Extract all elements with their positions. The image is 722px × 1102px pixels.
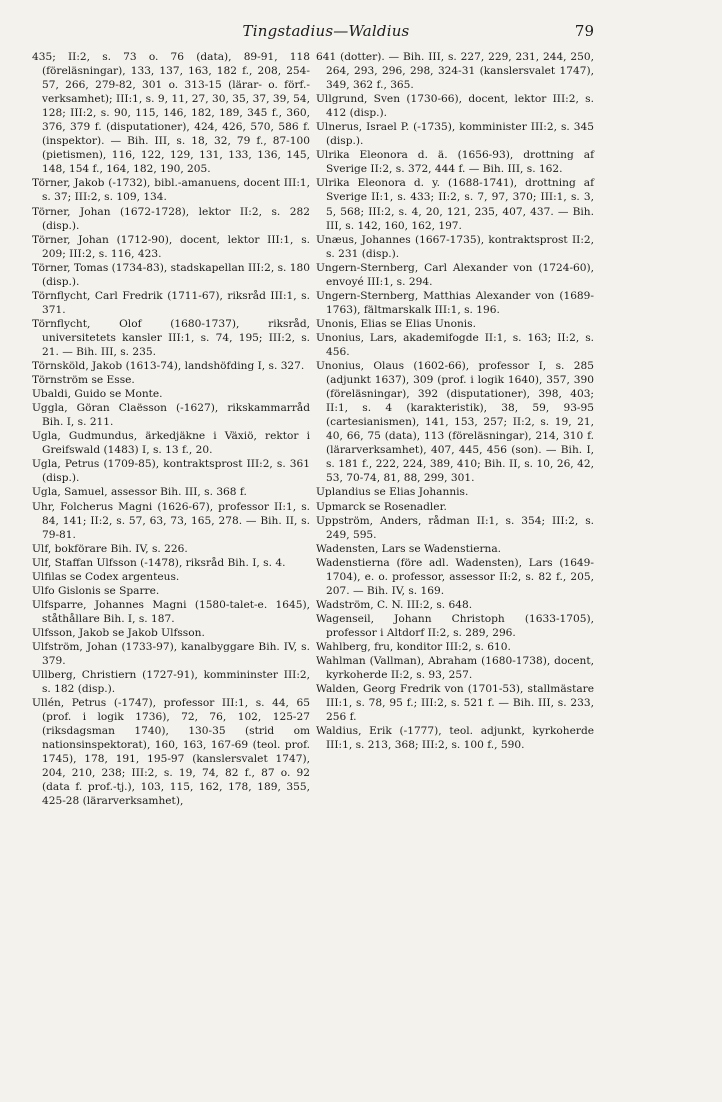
index-entry: Waldius, Erik (-1777), teol. adjunkt, kyrkoherde III:1, s. 213, 368; III:2, s. 100 f., 590. [316,725,594,752]
index-entry: Törnflycht, Carl Fredrik (1711-67), riksråd III:1, s. 371. [32,289,310,316]
index-entry: Törner, Tomas (1734-83), stadskapellan III:2, s. 180 (disp.). [32,261,310,288]
index-entry: Uppström, Anders, rådman II:1, s. 354; III:2, s. 249, 595. [316,514,594,541]
page-header [58,22,594,44]
index-entry: Ulfsparre, Johannes Magni (1580-talet-e. 1645), ståthållare Bih. I, s. 187. [32,598,310,625]
index-entry: Ungern-Sternberg, Matthias Alexander von (1689-1763), fältmarskalk III:1, s. 196. [316,289,594,316]
index-entry: Ulf, bokförare Bih. IV, s. 226. [32,542,188,555]
index-entry: Wadenstierna (före adl. Wadensten), Lars (1649-1704), e. o. professor, assessor II:2, s. 82 f., 205, 207. — Bih. IV, s. 169. [316,556,594,597]
index-entry: Unonius, Olaus (1602-66), professor I, s. 285 (adjunkt 1637), 309 (prof. i logik 1640), 357, 390 (föreläsningar), 392 (disputationer), 398, 403; II:1, s. 4 (karakteristik), 38, 59, 93-95 (cartesianismen), 141, 153, 257; II:2, s. 19, 21, 40, 66, 75 (data), 113 (föreläsningar), 214, 310 f. (lärarverksamhet), 407, 445, 456 (son). — Bih. I, s. 181 f., 222, 224, 389, 410; Bih. II, s. 10, 26, 42, 53, 70-74, 81, 88, 299, 301. [316,360,594,485]
index-entry: Ulf, Staffan Ulfsson (-1478), riksråd Bih. I, s. 4. [32,556,286,569]
index-entry: Ulrika Eleonora d. y. (1688-1741), drottning af Sverige II:1, s. 433; II:2, s. 7, 97, 370; III:1, s. 3, 5, 568; III:2, s. 4, 20, 121, 235, 407, 437. — Bih. III, s. 142, 160, 162, 197. [316,177,594,232]
index-entry: 641 (dotter). — Bih. III, s. 227, 229, 231, 244, 250, 264, 293, 296, 298, 324-31 (kanslersvalet 1747), 349, 362 f., 365. [316,51,594,92]
index-entry: Uggla, Göran Claësson (-1627), rikskammarråd Bih. I, s. 211. [32,402,310,429]
page-number: 79 [574,22,594,40]
index-entry: 435; II:2, s. 73 o. 76 (data), 89-91, 118 (föreläsningar), 133, 137, 163, 182 f., 208, 254-57, 266, 279-82, 301 o. 313-15 (lärar- o. förf.-verksamhet); III:1, s. 9, 11, 27, 30, 35, 37, 39, 54, 128; III:2, s. 90, 115, 146, 182, 189, 345 f., 360, 376, 379 f. (disputationer), 424, 426, 570, 586 f. (inspektor). — Bih. III, s. 18, 32, 79 f., 87-100 (pietismen), 116, 122, 129, 131, 133, 136, 145, 148, 154 f., 164, 182, 190, 205. [32,51,310,176]
index-entry: Törnflycht, Olof (1680-1737), riksråd, universitetets kansler III:1, s. 74, 195; III:2, s. 21. — Bih. III, s. 235. [32,317,310,358]
index-entry: Ungern-Sternberg, Carl Alexander von (1724-60), envoyé III:1, s. 294. [316,261,594,288]
index-entry: Ulfström, Johan (1733-97), kanalbyggare Bih. IV, s. 379. [32,640,310,668]
index-entry: Upmarck se Rosenadler. [316,500,447,513]
index-entry: Törner, Jakob (-1732), bibl.-amanuens, docent III:1, s. 37; III:2, s. 109, 134. [32,177,310,204]
index-entry: Ullgrund, Sven (1730-66), docent, lektor III:2, s. 412 (disp.). [316,93,594,120]
index-entry: Ulnerus, Israel P. (-1735), komminister III:2, s. 345 (disp.). [316,121,594,148]
index-entry: Wahlberg, fru, konditor III:2, s. 610. [316,640,511,653]
index-entry: Wadström, C. N. III:2, s. 648. [316,598,473,611]
index-entry: Ulrika Eleonora d. ä. (1656-93), drottning af Sverige II:2, s. 372, 444 f. — Bih. III, s. 162. [316,149,594,176]
index-entry: Unonis, Elias se Elias Unonis. [316,317,476,330]
index-entry: Törnsköld, Jakob (1613-74), landshöfding I, s. 327. [32,360,305,373]
index-entry: Ulfilas se Codex argenteus. [32,570,180,583]
index-entry: Uplandius se Elias Johannis. [316,486,469,499]
index-entry: Ugla, Samuel, assessor Bih. III, s. 368 f. [32,486,247,499]
index-entry: Walden, Georg Fredrik von (1701-53), stallmästare III:1, s. 78, 95 f.; III:2, s. 521 f. — Bih. III, s. 233, 256 f. [316,683,594,724]
index-column-right [316,50,594,752]
index-entry: Törnström se Esse. [32,374,135,387]
index-entry: Uhr, Folcherus Magni (1626-67), professor II:1, s. 84, 141; II:2, s. 57, 63, 73, 165, 278. — Bih. II, s. 79-81. [32,500,310,541]
index-entry: Törner, Johan (1672-1728), lektor II:2, s. 282 (disp.). [32,205,310,232]
running-title: Tingstadius—Waldius [242,22,410,40]
index-entry: Ullén, Petrus (-1747), professor III:1, s. 44, 65 (prof. i logik 1736), 72, 76, 102, 125-27 (riksdagsman 1740), 130-35 (strid om nationsinspektorat), 160, 163, 167-69 (teol. prof. 1745), 178, 191, 195-97 (kanslersvalet 1747), 204, 210, 238; III:2, s. 19, 74, 82 f., 87 o. 92 (data f. prof.-tj.), 103, 115, 162, 178, 189, 355, 425-28 (lärarverksamhet), [32,697,310,808]
index-entry: Ulfsson, Jakob se Jakob Ulfsson. [32,626,205,639]
index-entry: Wagenseil, Johann Christoph (1633-1705), professor i Altdorf II:2, s. 289, 296. [316,612,594,639]
index-entry: Wadensten, Lars se Wadenstierna. [316,542,502,555]
index-entry: Wahlman (Vallman), Abraham (1680-1738), docent, kyrkoherde II:2, s. 93, 257. [316,655,594,682]
index-entry: Ugla, Petrus (1709-85), kontraktsprost III:2, s. 361 (disp.). [32,458,310,485]
index-entry: Ubaldi, Guido se Monte. [32,388,163,401]
index-entry: Törner, Johan (1712-90), docent, lektor III:1, s. 209; III:2, s. 116, 423. [32,233,310,260]
index-entry: Ugla, Gudmundus, ärkedjäkne i Växiö, rektor i Greifswald (1483) I, s. 13 f., 20. [32,430,310,457]
index-entry: Ulfo Gislonis se Sparre. [32,584,160,597]
index-entry: Unonius, Lars, akademifogde II:1, s. 163; II:2, s. 456. [316,331,594,358]
index-entry: Ullberg, Christiern (1727-91), kommininster III:2, s. 182 (disp.). [32,669,310,696]
index-entry: Unæus, Johannes (1667-1735), kontraktsprost II:2, s. 231 (disp.). [316,233,594,260]
index-column-left [32,50,310,809]
